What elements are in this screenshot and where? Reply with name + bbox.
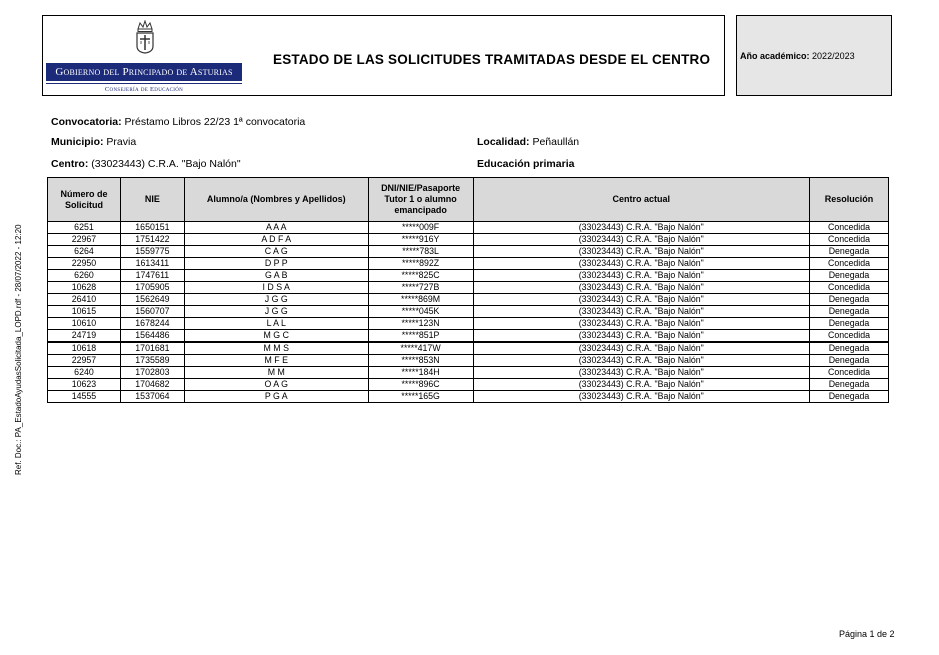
table-row	[48, 222, 889, 234]
table-row	[48, 355, 889, 367]
document-title: ESTADO DE LAS SOLICITUDES TRAMITADAS DESDE EL CENTRO	[273, 52, 711, 67]
cell-resolucion: Concedida	[810, 367, 889, 379]
centro-value: (33023443) C.R.A. "Bajo Nalón"	[91, 158, 241, 170]
table-row	[48, 306, 889, 318]
cell-numero: 22950	[48, 258, 121, 270]
table-row	[48, 270, 889, 282]
cell-resolucion: Concedida	[810, 234, 889, 246]
table-row	[48, 318, 889, 330]
cell-nie: 1613411	[120, 258, 184, 270]
cell-dni: *****892Z	[368, 258, 473, 270]
government-logo	[46, 20, 242, 93]
header-resolucion: Resolución	[810, 178, 889, 222]
cell-alumno: M F E	[184, 355, 368, 367]
cell-nie: 1704682	[120, 379, 184, 391]
table-row	[48, 391, 889, 403]
table-row	[48, 367, 889, 379]
cell-dni: *****123N	[368, 318, 473, 330]
cell-numero: 22967	[48, 234, 121, 246]
document-header	[42, 15, 725, 96]
cell-alumno: M M S	[184, 342, 368, 355]
header-centro: Centro actual	[473, 178, 809, 222]
cell-alumno: O A G	[184, 379, 368, 391]
cell-numero: 10618	[48, 342, 121, 355]
requests-table	[47, 177, 889, 403]
table-row	[48, 282, 889, 294]
cell-nie: 1560707	[120, 306, 184, 318]
localidad-line	[477, 136, 579, 148]
cell-numero: 6240	[48, 367, 121, 379]
cell-alumno: M G C	[184, 330, 368, 343]
convocatoria-label: Convocatoria:	[51, 116, 122, 128]
cell-centro: (33023443) C.R.A. "Bajo Nalón"	[473, 379, 809, 391]
cell-dni: *****727B	[368, 282, 473, 294]
cell-centro: (33023443) C.R.A. "Bajo Nalón"	[473, 246, 809, 258]
cell-numero: 14555	[48, 391, 121, 403]
cell-dni: *****165G	[368, 391, 473, 403]
cell-alumno: P G A	[184, 391, 368, 403]
academic-year-value: 2022/2023	[812, 51, 855, 61]
table-row	[48, 258, 889, 270]
header-nie: NIE	[120, 178, 184, 222]
centro-label: Centro:	[51, 158, 89, 170]
cell-alumno: D P P	[184, 258, 368, 270]
cell-nie: 1650151	[120, 222, 184, 234]
department-name: Consejería de Educación	[104, 86, 184, 93]
cell-centro: (33023443) C.R.A. "Bajo Nalón"	[473, 282, 809, 294]
cell-centro: (33023443) C.R.A. "Bajo Nalón"	[473, 294, 809, 306]
cell-nie: 1747611	[120, 270, 184, 282]
table-row	[48, 246, 889, 258]
cell-numero: 26410	[48, 294, 121, 306]
cell-alumno: L A L	[184, 318, 368, 330]
cell-centro: (33023443) C.R.A. "Bajo Nalón"	[473, 391, 809, 403]
coat-of-arms-icon	[134, 20, 156, 54]
table-row	[48, 234, 889, 246]
cell-numero: 10628	[48, 282, 121, 294]
cell-dni: *****825C	[368, 270, 473, 282]
header-dni: DNI/NIE/Pasaporte Tutor 1 o alumno emancipado	[368, 178, 473, 222]
nivel-line	[477, 158, 574, 170]
cell-alumno: C A G	[184, 246, 368, 258]
academic-year-box	[736, 15, 892, 96]
org-name: Gobierno del Principado de Asturias	[46, 63, 242, 81]
cell-dni: *****916Y	[368, 234, 473, 246]
cell-numero: 10610	[48, 318, 121, 330]
cell-dni: *****417W	[368, 342, 473, 355]
municipio-label: Municipio:	[51, 136, 104, 148]
cell-alumno: I D S A	[184, 282, 368, 294]
cell-numero: 6260	[48, 270, 121, 282]
header-alumno: Alumno/a (Nombres y Apellidos)	[184, 178, 368, 222]
header-numero: Número de Solicitud	[48, 178, 121, 222]
logo-divider	[46, 83, 242, 84]
table-row	[48, 342, 889, 355]
cell-alumno: J G G	[184, 306, 368, 318]
cell-dni: *****869M	[368, 294, 473, 306]
cell-dni: *****009F	[368, 222, 473, 234]
localidad-label: Localidad:	[477, 136, 530, 148]
nivel-value: Educación primaria	[477, 158, 575, 170]
cell-nie: 1701681	[120, 342, 184, 355]
cell-centro: (33023443) C.R.A. "Bajo Nalón"	[473, 234, 809, 246]
table-row	[48, 294, 889, 306]
cell-nie: 1705905	[120, 282, 184, 294]
cell-alumno: M M	[184, 367, 368, 379]
cell-resolucion: Concedida	[810, 222, 889, 234]
cell-nie: 1537064	[120, 391, 184, 403]
cell-resolucion: Denegada	[810, 306, 889, 318]
table-row	[48, 330, 889, 343]
cell-centro: (33023443) C.R.A. "Bajo Nalón"	[473, 222, 809, 234]
cell-centro: (33023443) C.R.A. "Bajo Nalón"	[473, 318, 809, 330]
cell-nie: 1562649	[120, 294, 184, 306]
cell-centro: (33023443) C.R.A. "Bajo Nalón"	[473, 330, 809, 343]
cell-centro: (33023443) C.R.A. "Bajo Nalón"	[473, 342, 809, 355]
cell-resolucion: Concedida	[810, 282, 889, 294]
cell-alumno: A D F A	[184, 234, 368, 246]
cell-resolucion: Concedida	[810, 258, 889, 270]
side-reference: Ref. Doc.: PA_EstadoAyudasSolicitada_LOPD.rdf - 28/07/2022 - 12:20	[14, 224, 23, 475]
cell-numero: 6264	[48, 246, 121, 258]
cell-centro: (33023443) C.R.A. "Bajo Nalón"	[473, 367, 809, 379]
cell-numero: 6251	[48, 222, 121, 234]
cell-centro: (33023443) C.R.A. "Bajo Nalón"	[473, 258, 809, 270]
cell-dni: *****896C	[368, 379, 473, 391]
cell-dni: *****045K	[368, 306, 473, 318]
cell-dni: *****783L	[368, 246, 473, 258]
cell-resolucion: Denegada	[810, 294, 889, 306]
cell-resolucion: Concedida	[810, 330, 889, 343]
cell-alumno: J G G	[184, 294, 368, 306]
cell-centro: (33023443) C.R.A. "Bajo Nalón"	[473, 306, 809, 318]
cell-nie: 1678244	[120, 318, 184, 330]
municipio-line	[51, 136, 136, 148]
academic-year	[740, 51, 855, 61]
cell-numero: 10623	[48, 379, 121, 391]
cell-resolucion: Denegada	[810, 379, 889, 391]
cell-centro: (33023443) C.R.A. "Bajo Nalón"	[473, 270, 809, 282]
cell-alumno: A A A	[184, 222, 368, 234]
localidad-value: Peñaullán	[532, 136, 580, 148]
convocatoria-line	[51, 116, 305, 128]
cell-nie: 1564486	[120, 330, 184, 343]
cell-centro: (33023443) C.R.A. "Bajo Nalón"	[473, 355, 809, 367]
convocatoria-value: Préstamo Libros 22/23 1ª convocatoria	[124, 116, 306, 128]
cell-numero: 22957	[48, 355, 121, 367]
cell-resolucion: Denegada	[810, 391, 889, 403]
page-number: Página 1 de 2	[839, 629, 895, 639]
cell-numero: 24719	[48, 330, 121, 343]
cell-dni: *****853N	[368, 355, 473, 367]
cell-nie: 1735589	[120, 355, 184, 367]
cell-resolucion: Denegada	[810, 318, 889, 330]
municipio-value: Pravia	[106, 136, 137, 148]
cell-nie: 1559775	[120, 246, 184, 258]
cell-nie: 1751422	[120, 234, 184, 246]
cell-dni: *****184H	[368, 367, 473, 379]
cell-resolucion: Denegada	[810, 355, 889, 367]
cell-resolucion: Denegada	[810, 270, 889, 282]
cell-nie: 1702803	[120, 367, 184, 379]
cell-dni: *****851P	[368, 330, 473, 343]
cell-resolucion: Denegada	[810, 342, 889, 355]
cell-numero: 10615	[48, 306, 121, 318]
academic-year-label: Año académico:	[740, 51, 810, 61]
table-body	[48, 222, 889, 403]
table-row	[48, 379, 889, 391]
table-header-row	[48, 178, 889, 222]
cell-resolucion: Denegada	[810, 246, 889, 258]
cell-alumno: G A B	[184, 270, 368, 282]
centro-line	[51, 158, 241, 170]
